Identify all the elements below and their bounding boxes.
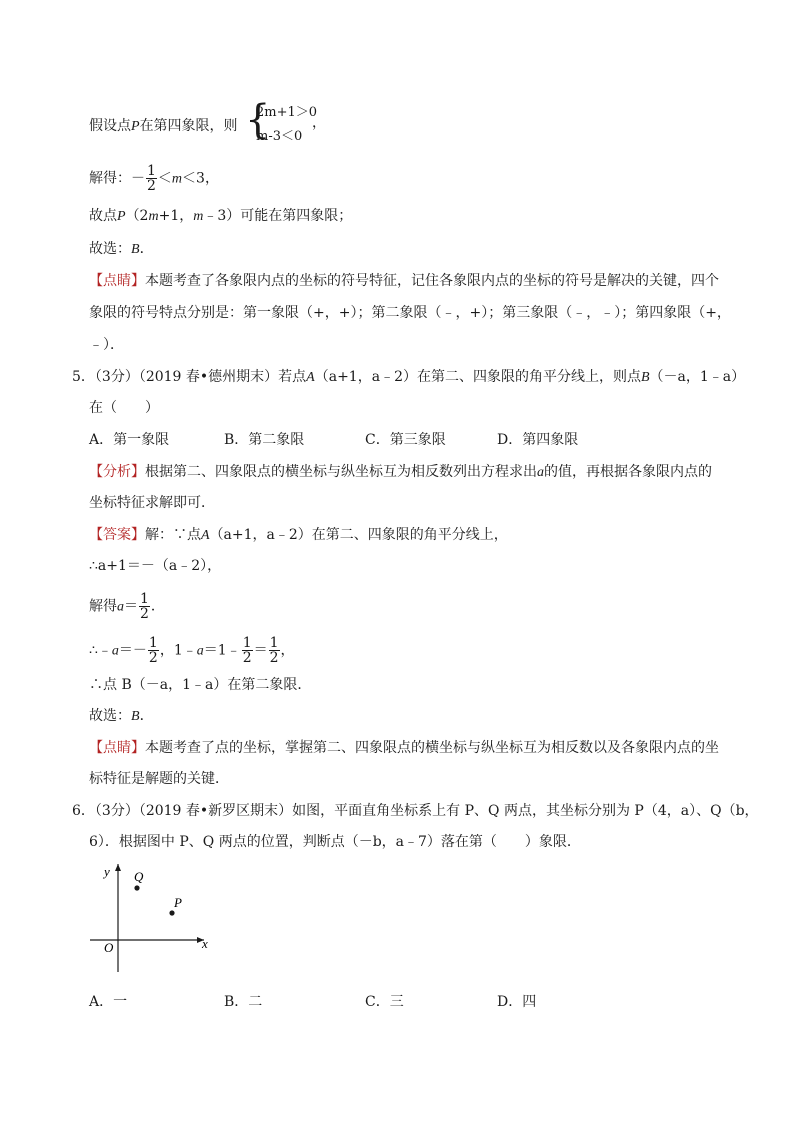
point-q-label: Q <box>134 869 144 884</box>
frac-num: 1 <box>147 163 156 179</box>
answer-text: （a+1，a﹣2）在第二、四象限的角平分线上， <box>209 527 508 543</box>
var-a: a <box>111 643 119 659</box>
point-b-label: B <box>640 370 650 385</box>
less-than: ＜ <box>157 170 172 187</box>
step-mid: ，1﹣ <box>159 642 197 659</box>
point-p-label: P <box>174 895 182 910</box>
q5-stem-line-1 <box>72 368 745 387</box>
point-a-label: A <box>306 370 315 385</box>
frac-num: 1 <box>140 591 149 607</box>
coord-close: ﹣3）可能在第四象限； <box>203 208 353 224</box>
q5-option-d: D．第四象限 <box>497 432 579 448</box>
frac-num: 1 <box>242 635 252 651</box>
analysis-tag: 【分析】 <box>89 464 145 480</box>
assume-text: 假设点 <box>89 118 131 134</box>
frac-den: 2 <box>148 650 158 666</box>
q5-step-2 <box>89 592 165 621</box>
q6-stem-line-2: 6）．根据图中 P、Q 两点的位置，判断点（－b，a﹣7）落在第（ ）象限． <box>89 834 581 850</box>
stem-text: （－a，1﹣a） <box>649 369 746 385</box>
conclude-line <box>89 207 352 226</box>
frac-num: 1 <box>269 635 279 651</box>
highlight-tag: 【点睛】 <box>89 740 145 756</box>
point-q <box>134 885 139 890</box>
var-a: a <box>196 643 204 659</box>
stem-text: （3分）（2019 春•新罗区期末）如图，平面直角坐标系上有 P、Q 两点，其坐标分别为 P（4，a）、Q（b， <box>94 803 759 819</box>
q5-option-a: A．第一象限 <box>89 432 170 448</box>
analysis-text: 的值，再根据各象限内点的 <box>544 464 712 480</box>
origin-label: O <box>104 940 114 955</box>
q5-analysis-line-1 <box>89 463 712 482</box>
choose-line-q5 <box>89 707 154 726</box>
answer-text: 解：∵点 <box>145 527 201 543</box>
q6-option-a: A．一 <box>89 994 128 1010</box>
analysis-text: 根据第二、四象限点的横坐标与纵坐标互为相反数列出方程求出 <box>145 464 537 480</box>
q5-highlight-line-2: 标特征是解题的关键． <box>89 771 229 787</box>
q6-stem-line-1 <box>72 802 759 820</box>
choose-pre: 故选： <box>89 241 131 257</box>
q6-option-d: D．四 <box>497 994 537 1010</box>
stem-text: （3分）（2019 春•德州期末）若点 <box>94 369 307 385</box>
question-number: 5． <box>72 369 95 385</box>
frac-den: 2 <box>269 650 279 666</box>
inequality-1: 2m+1＞0 <box>256 105 318 120</box>
frac-den: 2 <box>242 650 252 666</box>
q5-step-3 <box>89 636 295 665</box>
equals: ＝－ <box>118 642 147 659</box>
step-pre: ∴﹣ <box>89 642 112 659</box>
q5-analysis-line-2: 坐标特征求解即可． <box>89 495 215 511</box>
highlight-text: 本题考查了点的坐标，掌握第二、四象限点的横坐标与纵坐标互为相反数以及各象限内点的坐 <box>145 740 719 756</box>
q5-step-1: ∴a+1＝－（a﹣2）， <box>89 558 222 574</box>
point-p-label: P <box>131 119 140 134</box>
inequality-2: m-3＜0 <box>256 129 303 144</box>
highlight-line-1 <box>89 272 719 290</box>
q6-option-c: C．三 <box>365 994 404 1010</box>
step-end: ． <box>150 598 165 615</box>
coord-open: （2 <box>125 208 149 224</box>
frac-num: 1 <box>148 635 158 651</box>
q5-highlight-line-1 <box>89 739 719 757</box>
equals: ＝1﹣ <box>203 642 241 659</box>
assume-text-2: 在第四象限，则 <box>139 118 238 134</box>
coord-mid: +1， <box>158 208 194 224</box>
choose-line-p4 <box>89 240 154 259</box>
point-a-label: A <box>201 528 210 543</box>
q5-option-c: C．第三象限 <box>365 432 446 448</box>
stem-text: （a+1，a﹣2）在第二、四象限的角平分线上，则点 <box>314 369 641 385</box>
choose-answer: B <box>131 709 140 724</box>
answer-tag: 【答案】 <box>89 527 145 543</box>
coordinate-figure <box>86 864 216 976</box>
conclude-pre: 故点 <box>89 208 117 224</box>
point-p <box>169 910 174 915</box>
q5-option-b: B．第二象限 <box>224 432 305 448</box>
frac-den: 2 <box>140 606 149 622</box>
equals: ＝ <box>124 598 138 615</box>
equals: ＝ <box>253 642 268 659</box>
highlight-line-3: ﹣）． <box>89 337 124 353</box>
highlight-tag: 【点睛】 <box>89 273 145 289</box>
choose-end: ． <box>139 708 154 724</box>
assume-line <box>89 117 238 136</box>
question-number: 6． <box>72 803 95 819</box>
solve-label: 解得：－ <box>89 170 145 187</box>
point-p-label: P <box>117 209 126 224</box>
step-end: ， <box>280 642 295 659</box>
system-comma: ， <box>312 115 326 131</box>
q5-step-4: ∴点 B（－a，1﹣a）在第二象限． <box>89 677 312 693</box>
choose-answer: B <box>131 242 140 257</box>
fraction-half <box>146 164 157 193</box>
var-m: m <box>171 171 183 187</box>
fraction-half <box>148 636 159 665</box>
choose-end: ． <box>139 241 154 257</box>
q6-option-b: B．二 <box>224 994 263 1010</box>
fraction-half <box>269 636 280 665</box>
highlight-line-2: 象限的符号特点分别是：第一象限（+，+）；第二象限（﹣，+）；第三象限（﹣，﹣）；第四象限（+， <box>89 305 731 321</box>
highlight-text: 本题考查了各象限内点的坐标的符号特征，记住各象限内点的坐标的符号是解决的关键，四个 <box>145 273 719 289</box>
choose-pre: 故选： <box>89 708 131 724</box>
q5-answer-line-1 <box>89 526 508 545</box>
solve-rest: ＜3， <box>182 170 219 187</box>
step-pre: 解得 <box>89 598 117 615</box>
solve-line <box>89 164 219 193</box>
x-axis-label: x <box>202 936 208 951</box>
var-m: m <box>193 209 204 224</box>
var-a: a <box>537 465 544 480</box>
q5-stem-line-2: 在（ ） <box>89 400 159 416</box>
y-axis-label: y <box>104 864 110 879</box>
fraction-half <box>139 592 150 621</box>
var-a: a <box>117 599 124 615</box>
fraction-half <box>242 636 253 665</box>
system-brace: { <box>245 97 271 143</box>
var-m: m <box>148 209 159 224</box>
y-axis-arrow <box>115 864 121 871</box>
frac-den: 2 <box>147 178 156 194</box>
